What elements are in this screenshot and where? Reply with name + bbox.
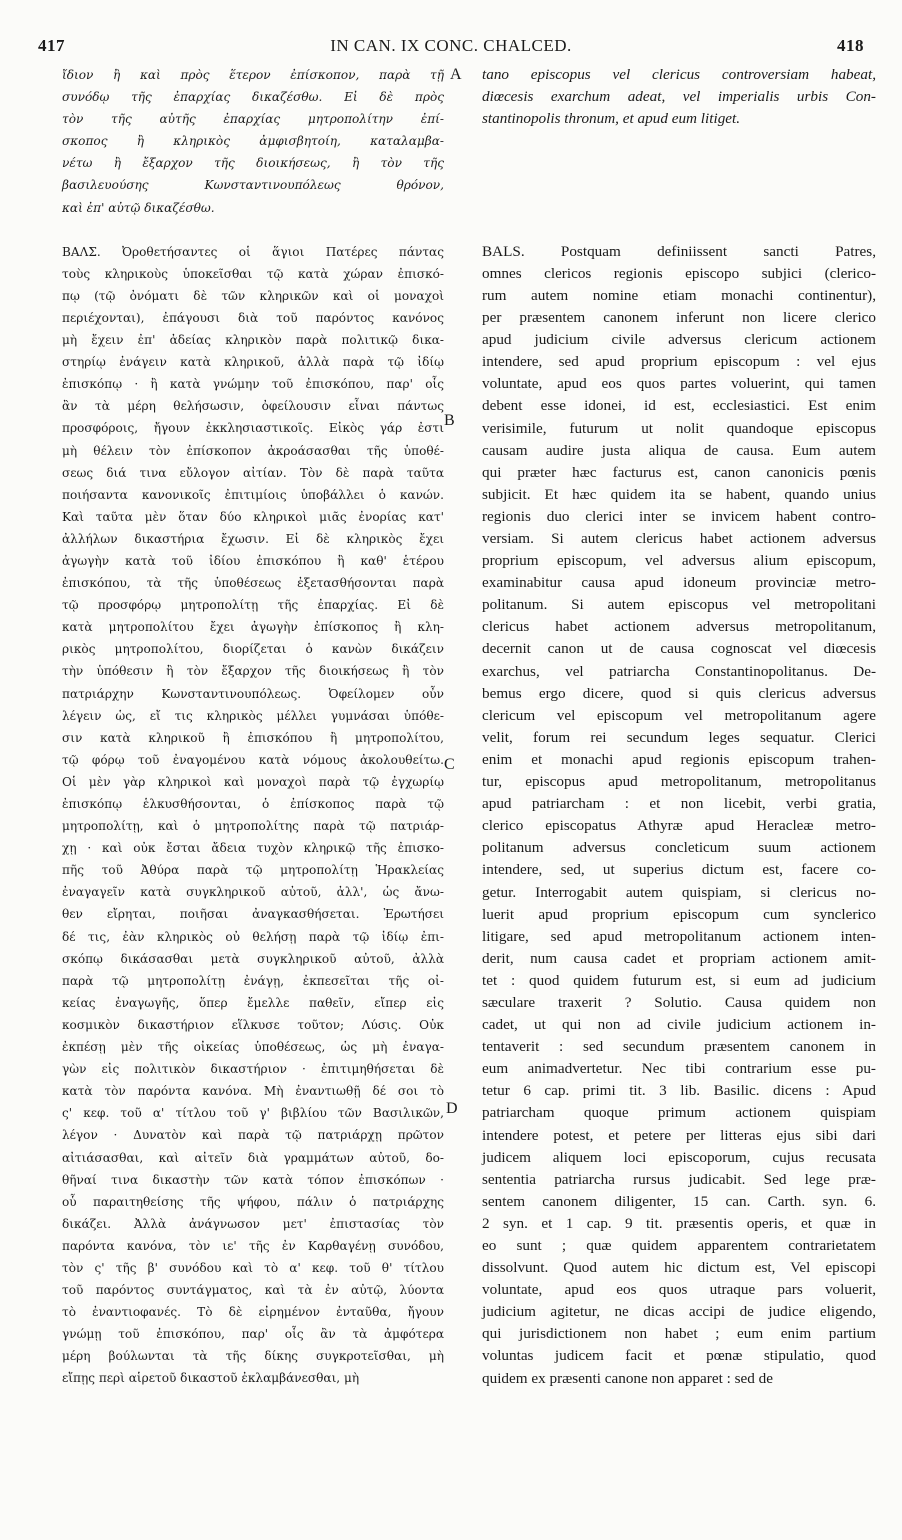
latin-comment-line: clericum vel episcopum vel metropolitanum agere bbox=[482, 706, 876, 724]
latin-comment-line: apud patriarcham : et non licebit, verbi gratia, bbox=[482, 795, 876, 813]
greek-comment-line: Καὶ ταῦτα μὲν ὅταν δύο κληρικοὶ μιᾶς ἐνορίας κατ' bbox=[62, 509, 444, 524]
latin-comment-line: qui jurisdictionem non habet ; eum enim partium bbox=[482, 1325, 876, 1343]
greek-comment-line: μὴ θέλειν τὸν ἐπίσκοπον ἀκροάσασθαι τῆς ὑποθέ- bbox=[62, 443, 444, 458]
greek-comment-line: τὴν ὑπόθεσιν ἢ τὸν ἔξαρχον τῆς διοικήσεως ἢ τὸν bbox=[62, 664, 444, 679]
greek-comment-line: ἀλλήλων δικαστήρια ἔχωσιν. Εἰ δὲ κληρικὸς ἔχει bbox=[62, 531, 444, 546]
latin-comment-line: verisimile, futurum ut nolit quandoque episcopus bbox=[482, 419, 876, 437]
latin-comment-line: BALS. Postquam definiissent sancti Patres, bbox=[482, 242, 876, 260]
greek-comment-line: ποιήσαντα κανονικοῖς ἐπιτιμίοις ὑποβάλλει ὁ κανών. bbox=[62, 487, 444, 502]
greek-comment-line: στηρίῳ ἐνάγειν κατὰ κληρικοῦ, ἀλλὰ παρὰ τῷ ἰδίῳ bbox=[62, 355, 444, 370]
latin-comment-line: quidem ex præsenti canone non apparet : sed de bbox=[482, 1369, 774, 1387]
latin-comment-line: per præsentem canonem inferunt non licere clerico bbox=[482, 309, 876, 327]
greek-comment-line: αἰτιάσασθαι, καὶ αἰτεῖν διὰ γραμμάτων αὐτοῦ, δο- bbox=[62, 1150, 444, 1165]
greek-comment-line: περιέχονται), ἐπάγουσι διὰ τοῦ παρόντος κανόνος bbox=[62, 310, 444, 325]
latin-comment-line: regionis duo clerici inter se invicem habent contro- bbox=[482, 507, 876, 525]
greek-comment-line: Οἱ μὲν γὰρ κληρικοὶ καὶ μοναχοὶ παρὰ τῷ ἐγχωρίῳ bbox=[62, 774, 444, 789]
greek-canon-line: καὶ ἐπ' αὐτῷ δικαζέσθω. bbox=[62, 200, 215, 215]
latin-comment-line: dissolvunt. Quod autem hic dictum est, Vel episcopi bbox=[482, 1259, 876, 1277]
latin-comment-line: intendere, sed apud proprium episcopum : vel ejus bbox=[482, 353, 876, 371]
greek-comment-line: χῃ · καὶ οὐκ ἔσται ἄδεια τυχὸν κληρικῷ τῆς ἐπισκο- bbox=[62, 841, 444, 856]
running-header bbox=[38, 36, 864, 60]
greek-comment-line: μητροπολίτῃ, καὶ ὁ μητροπολίτης παρὰ τῷ πατριάρ- bbox=[62, 819, 444, 834]
latin-comment-line: exarchus, vel patriarcha Constantinopolitanus. De- bbox=[482, 662, 876, 680]
greek-comment-line: ἐπισκόπου, τὰ τῆς ὑποθέσεως ἐξετασθήσονται παρὰ bbox=[62, 576, 444, 591]
greek-comment-line: δικάζει. Ἀλλὰ ἀνάγνωσον μετ' ἐπιστασίας τὸν bbox=[62, 1216, 444, 1231]
page-number-right: 418 bbox=[837, 36, 864, 55]
latin-comment-line: tentaverit : sed secundum præsentem canonem in bbox=[482, 1038, 876, 1056]
greek-comment-line: δέ τις, ἐὰν κληρικὸς οὐ θελήσῃ παρὰ τῷ ἰδίῳ ἐπι- bbox=[62, 929, 444, 944]
latin-comment-line: clerico episcopatus Athyræ apud Heracleæ metro- bbox=[482, 817, 876, 835]
greek-comment-line: κείας ἐναγωγῆς, ὅπερ ἔμελλε παθεῖν, εἴπερ εἰς bbox=[62, 995, 444, 1010]
greek-comment-line: ἀγωγὴν κατὰ τοῦ ἰδίου ἐπισκόπου ἢ καθ' ἑτέρου bbox=[62, 553, 444, 568]
greek-comment-line: τὸν ς' τῆς β' συνόδου καὶ τὸ α' κεφ. τοῦ θ' τίτλου bbox=[62, 1260, 444, 1275]
greek-comment-line: πῆς τοῦ Ἀθύρα παρὰ τῷ μητροπολίτῃ Ἡρακλείας bbox=[62, 863, 444, 878]
latin-comment-line: sæculare traxerit ? Solutio. Causa quidem non bbox=[482, 993, 876, 1011]
greek-canon-line: ἴδιον ἢ καὶ πρὸς ἕτερον ἐπίσκοπον, παρὰ τῇ bbox=[62, 68, 444, 82]
latin-column bbox=[482, 64, 876, 1390]
greek-comment-line: μέρη βούλωνται τὰ τῆς δίκης συγκροτεῖσθαι, μὴ bbox=[62, 1349, 444, 1364]
latin-comment-line: tur, episcopus apud metropolitanum, metropolitanus bbox=[482, 773, 876, 791]
latin-comment-line: bemus ergo dicere, quod si quis clericus adversus bbox=[482, 684, 876, 702]
margin-marker-b: B bbox=[444, 412, 455, 429]
latin-comment-line: getur. Interrogabit autem quispiam, si clericus no- bbox=[482, 883, 876, 901]
latin-comment-line: luerit apud proprium episcopum cum synclerico bbox=[482, 905, 876, 923]
latin-canon-line: stantinopolis thronum, et apud eum litiget. bbox=[482, 110, 741, 128]
greek-comment-line: ἐναγαγεῖν κατὰ συγκληρικοῦ αὐτοῦ, ἀλλ', ὡς ἄνω- bbox=[62, 885, 444, 900]
greek-canon-line: σκοπος ἢ κληρικὸς ἀμφισβητοίη, καταλαμβα- bbox=[62, 134, 444, 149]
greek-column bbox=[62, 64, 444, 1390]
greek-comment-line: κατὰ μητροπολίτου ἔχει ἀγωγὴν ἐπίσκοπος ἢ κλη- bbox=[62, 620, 444, 635]
greek-canon-line: βασιλευούσης Κωνσταντινουπόλεως θρόνον, bbox=[62, 178, 444, 193]
latin-comment-line: eum animadvertetur. Nec tibi contrarium esse pu- bbox=[482, 1060, 876, 1078]
greek-comment-line: λέγειν ὡς, εἴ τις κληρικὸς μέλλει γυμνάσαι ὑπόθε- bbox=[62, 708, 444, 723]
greek-comment-line: προσφόροις, ἤγουν ἐκκλησιαστικοῖς. Εἰκὸς γάρ ἐστι bbox=[62, 421, 444, 436]
greek-comment-line: τοὺς κληρικοὺς ὑποκεῖσθαι τῷ κατὰ χώραν ἐπισκό- bbox=[62, 266, 444, 281]
latin-comment-line: intendere, sed, ut superius dictum est, facere co- bbox=[482, 861, 876, 879]
greek-comment-line: ἂν τὰ μέρη θελήσωσιν, ὀφείλουσιν εἶναι πάντως bbox=[62, 399, 444, 414]
greek-comment-line: τοῦ παρόντος συντάγματος, καὶ τὰ ἐν αὐτῷ, λύοντα bbox=[62, 1283, 444, 1298]
latin-comment-line: patriarcham quoque primum actionem quispiam bbox=[482, 1104, 876, 1122]
latin-comment-line: voluntas judicem facit et pœnæ stipulatio, quod bbox=[482, 1347, 876, 1365]
latin-comment-line: sententia patriarcha rursus judicabit. Sed lege præ- bbox=[482, 1170, 876, 1188]
latin-comment-line: eo sunt ; quæ quidem apparentem contrarietatem bbox=[482, 1237, 876, 1254]
latin-comment-line: judicem aliquem loci episcoporum, cujus recusata bbox=[482, 1148, 876, 1166]
latin-comment-line: qui præter hæc facturus est, canon canonicis pœnis bbox=[482, 463, 876, 481]
greek-comment-line: γνώμῃ τοῦ ἐπισκόπου, παρ' οἷς ἂν τὰ ἀμφότερα bbox=[62, 1327, 444, 1342]
latin-comment-line: 2 syn. et 1 cap. 9 tit. præsentis operis, et quæ in bbox=[482, 1214, 876, 1232]
latin-comment-line: judicium agitetur, ne dicas accipi de judice eligendo, bbox=[482, 1303, 876, 1321]
greek-comment-line: μὴ ἔχειν ἐπ' ἀδείας κληρικὸν παρὰ πολιτικῷ δικα- bbox=[62, 333, 444, 348]
greek-canon-line: νέτω ἢ ἔξαρχον τῆς διοικήσεως, ἢ τὸν τῆς bbox=[62, 156, 444, 171]
greek-comment-line: σεως διά τινα εὔλογον αἰτίαν. Τὸν δὲ παρὰ ταῦτα bbox=[62, 465, 444, 480]
latin-comment-line: apud judicium civile adversus clericum actionem bbox=[482, 331, 876, 349]
paragraph-gap bbox=[62, 219, 444, 241]
latin-comment-line: tet : quod quidem futurum est, si eum ad judicium bbox=[482, 971, 876, 989]
greek-comment-line: ἐκπέσῃ μὲν τῆς οἰκείας ὑποθέσεως, ὡς μὴ ἐναγα- bbox=[62, 1040, 444, 1055]
greek-comment-line: γὼν εἰς πολιτικὸν δικαστήριον · ἐπιτιμηθήσεται δὲ bbox=[62, 1062, 444, 1077]
latin-comment-line: versiam. Si autem clericus habet actionem adversus bbox=[482, 530, 876, 547]
latin-comment-line: enim et monachi apud regionis episcopum trahen- bbox=[482, 750, 876, 768]
greek-comment-line: λέγον · Δυνατὸν καὶ παρὰ τῷ πατριάρχῃ πρῶτον bbox=[62, 1128, 444, 1143]
page-number-left: 417 bbox=[38, 36, 65, 55]
latin-comment-line: clericus habet actionem adversus metropolitanum, bbox=[482, 618, 876, 636]
latin-comment-line: proprium episcopum, vel adversus alium episcopum, bbox=[482, 552, 876, 570]
greek-comment-line: θεν εἴρηται, ποιῆσαι ἀναγκασθήσεται. Ἐρωτήσει bbox=[62, 907, 444, 922]
greek-comment-line: παρὰ τῷ μητροπολίτῃ ἐνάγῃ, ἐκπεσεῖται τῆς οἰ- bbox=[62, 973, 444, 988]
running-title: IN CAN. IX CONC. CHALCED. bbox=[330, 36, 572, 55]
greek-comment-line: ΒΑΛΣ. Ὀροθετήσαντες οἱ ἅγιοι Πατέρες πάντας bbox=[62, 244, 444, 259]
latin-comment-line: voluntate, apud eos quos utraque pars voluerit, bbox=[482, 1281, 876, 1299]
margin-marker-a: A bbox=[450, 66, 462, 83]
greek-comment-line: κατὰ τὸν παρόντα κανόνα. Μὴ ἐναντιωθῇ δέ σοι τὸ bbox=[62, 1084, 444, 1099]
margin-marker-c: C bbox=[444, 756, 455, 773]
greek-comment-line: πῳ (τῷ ὀνόματι δὲ τῶν κληρικῶν καὶ οἱ μοναχοὶ bbox=[62, 288, 444, 303]
latin-comment-line: voluntate, apud eos quos partes voluerint, qui tamen bbox=[482, 375, 876, 393]
latin-comment-line: politanum adversus concleticum suum actionem bbox=[482, 839, 876, 857]
greek-comment-line: τὸ ἐναντιοφανές. Τὸ δὲ εἰρημένον ἐνταῦθα, ἤγουν bbox=[62, 1305, 444, 1320]
latin-comment-line: litigare, sed apud metropolitanum actionem inten- bbox=[482, 927, 876, 945]
greek-canon-line: συνόδῳ τῆς ἐπαρχίας δικαζέσθω. Εἰ δὲ πρὸς bbox=[62, 90, 444, 105]
latin-canon-line: diœcesis exarchum adeat, vel imperialis urbis Con- bbox=[482, 88, 876, 106]
greek-comment-line: ς' κεφ. τοῦ α' τίτλου τοῦ γ' βιβλίου τῶν Βασιλικῶν, bbox=[62, 1106, 444, 1121]
latin-comment-line: examinabitur causa apud idoneum provinciæ metro- bbox=[482, 574, 876, 592]
greek-comment-line: θῆναί τινα δικαστὴν τῶν κατὰ τόπον ἐπισκόπων · bbox=[62, 1172, 444, 1187]
latin-comment-line: rum autem nomine etiam monachi continentur), bbox=[482, 286, 876, 304]
latin-comment-line: debent esse idonei, id est, ecclesiastici. Est enim bbox=[482, 397, 876, 415]
latin-comment-line: tetur 6 cap. primi tit. 3 lib. Basilic. dicens : Apud bbox=[482, 1082, 876, 1100]
latin-comment-line: cadet, ut qui non ad civile judicium actionem in- bbox=[482, 1016, 876, 1034]
latin-comment-line: sentem canonem diligenter, 15 can. Carth. syn. 6. bbox=[482, 1192, 876, 1210]
greek-comment-line: κοσμικὸν δικαστήριον εἵλκυσε τοῦτον; Λύσις. Οὐκ bbox=[62, 1017, 444, 1032]
latin-comment-line: derit, num causa cadet et propriam actionem amit- bbox=[482, 949, 876, 967]
greek-comment-line: εἴπῃς περὶ αἱρετοῦ δικαστοῦ ἐκλαμβάνεσθαι, μὴ bbox=[62, 1371, 360, 1386]
greek-comment-line: σιν κατὰ κληρικοῦ ἢ ἐπισκόπου ἢ μητροπολίτου, bbox=[62, 730, 444, 745]
greek-comment-line: ἐπισκόπῳ ἑλκυσθήσονται, ὁ ἐπίσκοπος παρὰ τῷ bbox=[62, 797, 444, 811]
latin-comment-line: causam audire justa aliqua de causa. Eum autem bbox=[482, 441, 876, 459]
greek-comment-line: σκόπῳ δικάσασθαι μετὰ συγκληρικοῦ αὐτοῦ, ἀλλὰ bbox=[62, 951, 444, 966]
column-spacer bbox=[482, 130, 876, 241]
greek-comment-line: παρόντα κανόνα, τὸν ιε' τῆς ἐν Καρθαγένῃ συνόδου, bbox=[62, 1238, 444, 1253]
latin-comment-line: omnes clericos regionis episcopo subjici (clerico- bbox=[482, 264, 876, 282]
greek-comment-line: οὗ παραιτηθείσης τῆς ψήφου, πάλιν ὁ πατριάρχης bbox=[62, 1194, 444, 1209]
latin-comment-line: decernit canon ut de causa cognoscat vel diœcesis bbox=[482, 640, 876, 658]
latin-comment-line: intendere potest, et petere per litteras ejus sibi dari bbox=[482, 1126, 876, 1144]
greek-comment-line: ἐπισκόπῳ · ἢ κατὰ γνώμην τοῦ ἐπισκόπου, παρ' οἷς bbox=[62, 377, 444, 392]
latin-comment-line: velit, forum rei secundum leges sequatur. Clerici bbox=[482, 728, 876, 746]
greek-comment-line: τῷ φόρῳ τοῦ ἐναγομένου κατὰ νόμους ἀκολουθείτω. bbox=[62, 752, 444, 767]
latin-canon-line: tano episcopus vel clericus controversiam habeat, bbox=[482, 66, 876, 83]
margin-marker-d: D bbox=[446, 1100, 458, 1117]
greek-comment-line: τῷ προσφόρῳ μητροπολίτῃ τῆς ἐπαρχίας. Εἰ δὲ bbox=[62, 598, 444, 613]
latin-comment-line: subjicit. Et hæc quidem ita se habent, quando unius bbox=[482, 485, 876, 503]
latin-comment-line: politanum. Si autem episcopus vel metropolitani bbox=[482, 596, 876, 614]
greek-comment-line: ρικὸς μητροπολίτου, διορίζεται ὁ κανὼν δικάζειν bbox=[62, 642, 444, 657]
greek-comment-line: πατριάρχην Κωνσταντινουπόλεως. Ὀφείλομεν οὖν bbox=[62, 686, 444, 701]
greek-canon-line: τὸν τῆς αὐτῆς ἐπαρχίας μητροπολίτην ἐπί- bbox=[62, 112, 444, 127]
